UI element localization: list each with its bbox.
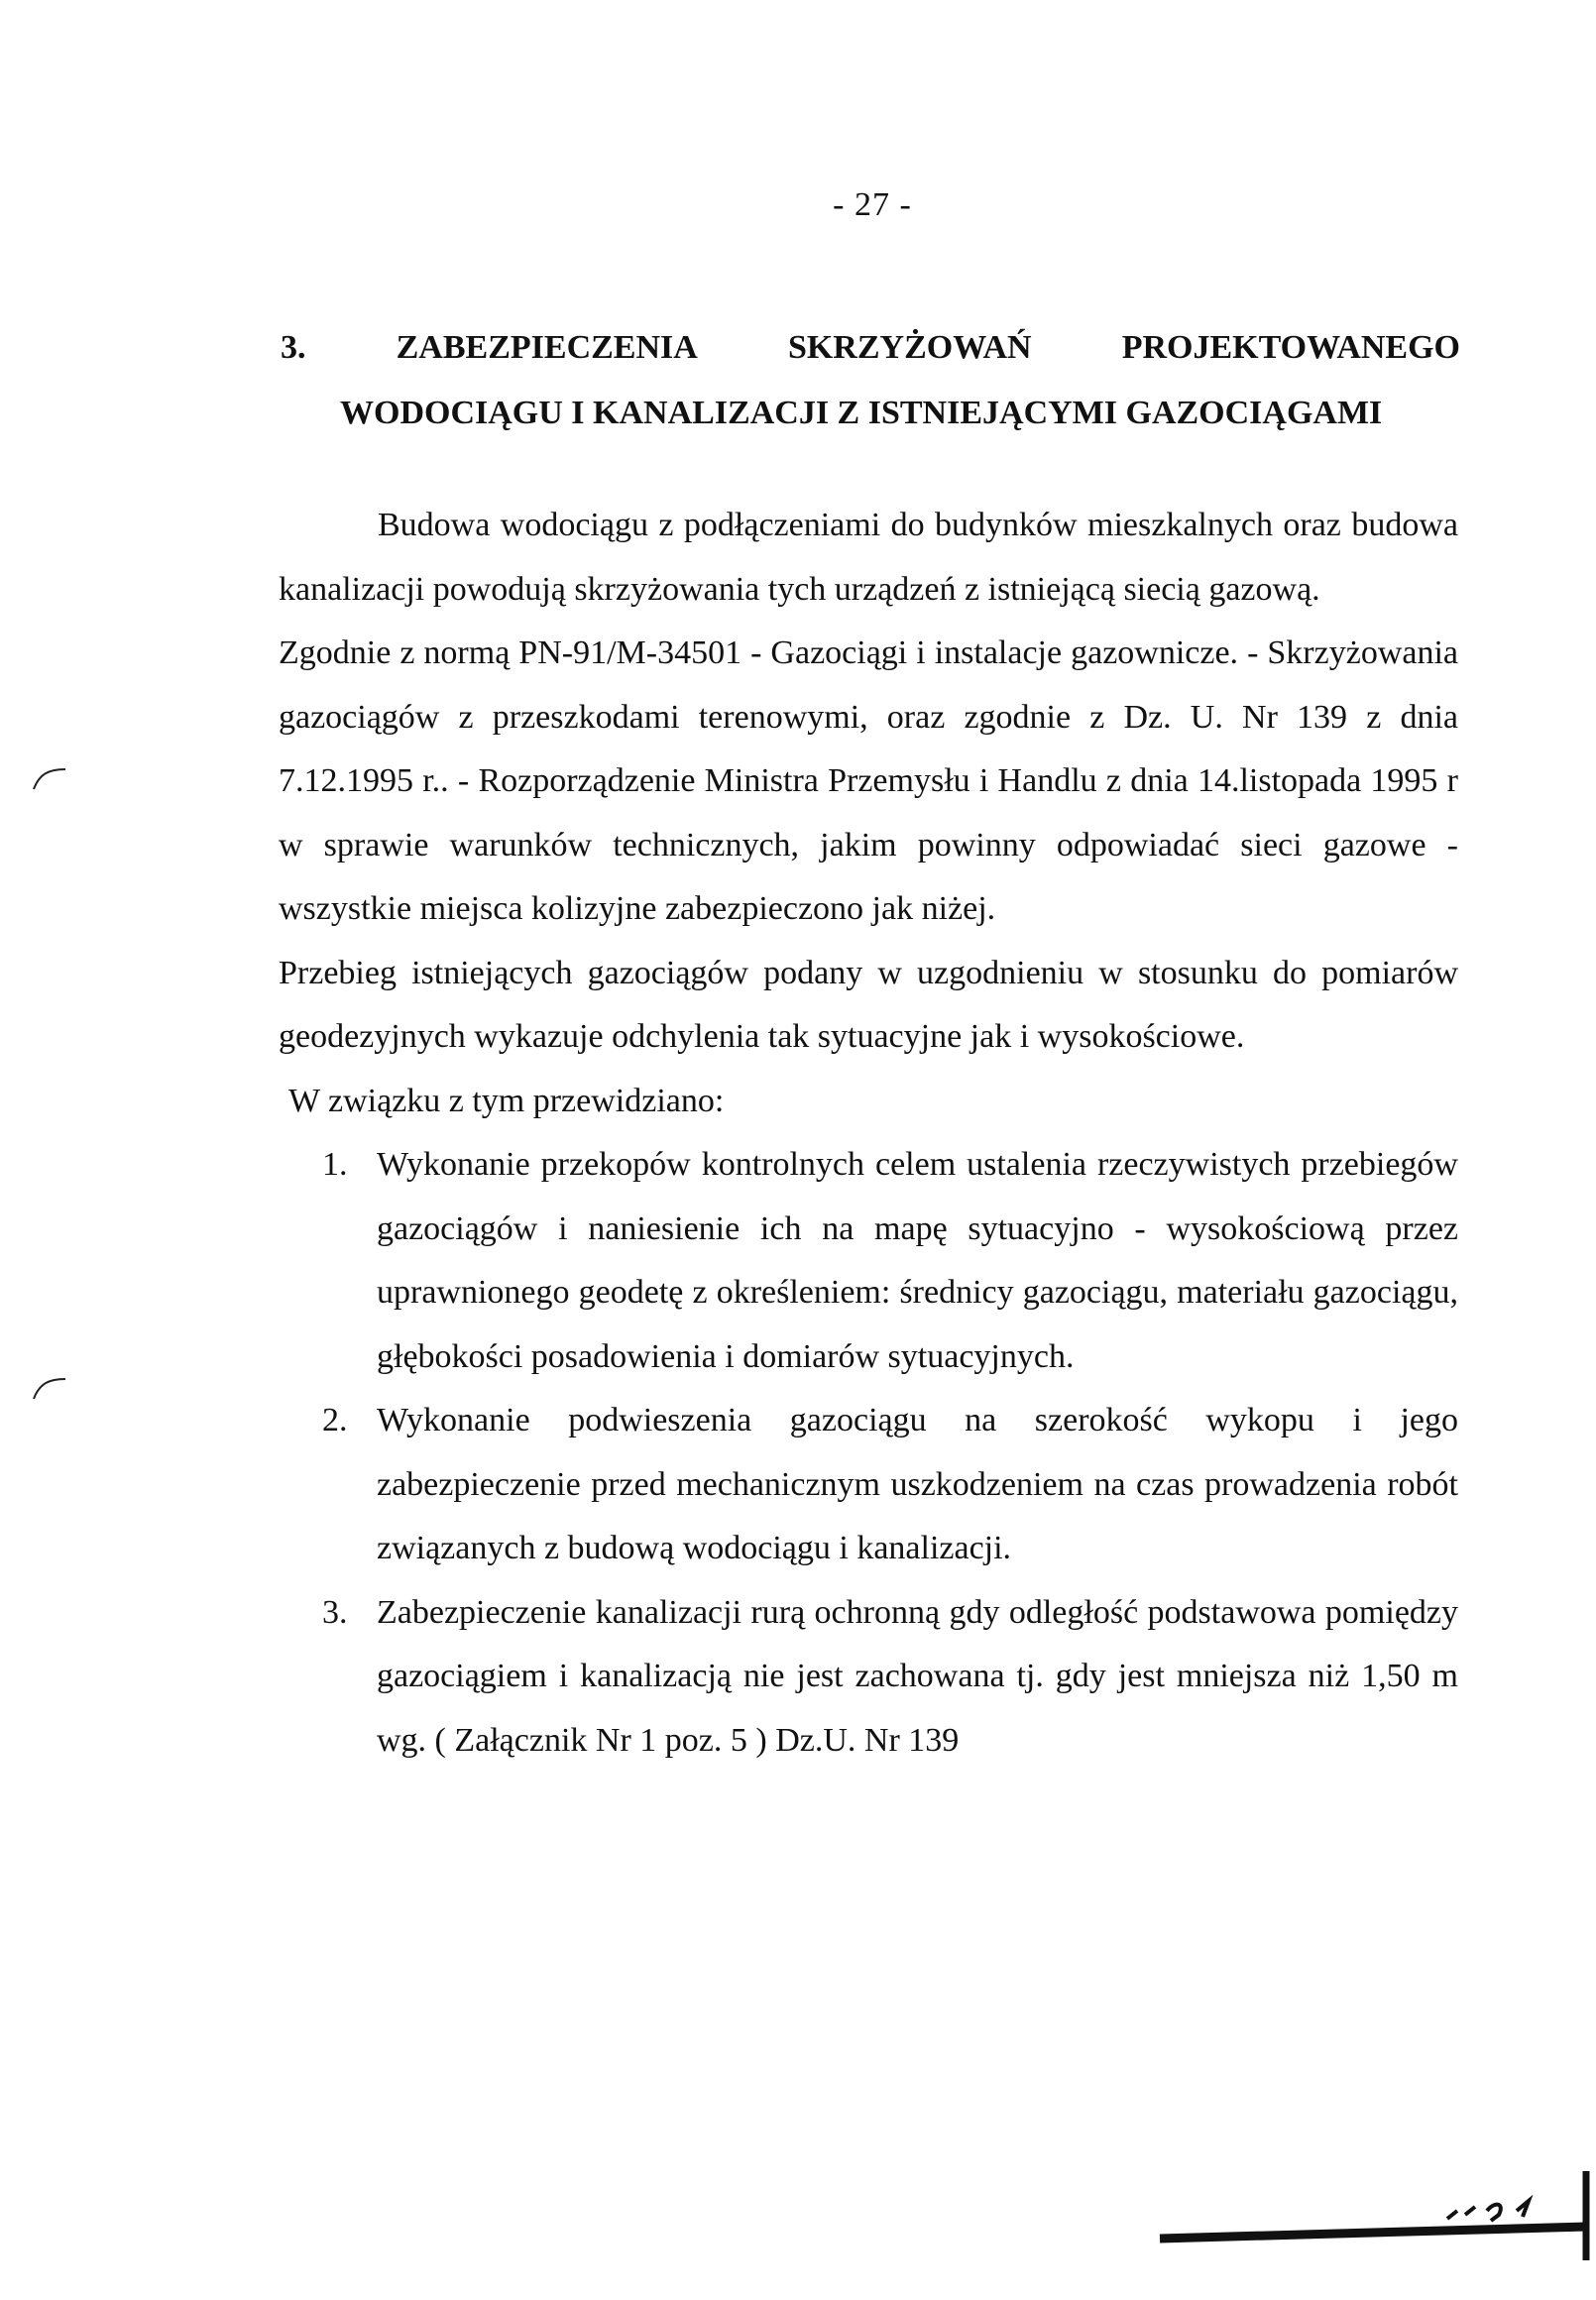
section-heading-word-2: SKRZYŻOWAŃ	[787, 329, 1032, 366]
list-item-text: Wykonanie podwieszenia gazociągu na szerokość wykopu i jego zabezpieczenie przed mechanicznym uszkodzeniem na czas prowadzenia robót związanych z budową wodociągu i kanalizacji.	[377, 1402, 1458, 1566]
section-heading-line-2: WODOCIĄGU I KANALIZACJI Z ISTNIEJĄCYMI GAZOCIĄGAMI	[340, 395, 1383, 431]
paragraph-intro: Budowa wodociągu z podłączeniami do budynków mieszkalnych oraz budowa kanalizacji powodują skrzyżowania tych urządzeń z istniejącą siecią gazową.	[279, 507, 1458, 608]
list-item-number: 3.	[322, 1593, 348, 1631]
page-number: - 27 -	[833, 186, 912, 223]
section-heading-word-1: ZABEZPIECZENIA	[396, 329, 698, 366]
handwritten-signature-mark-icon	[1150, 2141, 1596, 2300]
paragraph-norms: Zgodnie z normą PN-91/M-34501 - Gazociągi i instalacje gazownicze. - Skrzyżowania gazociągów z przeszkodami terenowymi, oraz zgodnie z Dz. U. Nr 139 z dnia 7.12.1995 r.. - Rozporządzenie Ministra Przemysłu i Handlu z dnia 14.listopada 1995 r w sprawie warunków technicznych, jakim powinny odpowiadać sieci gazowe - wszystkie miejsca kolizyjne zabezpieczono jak niżej.	[279, 634, 1458, 927]
margin-pencil-mark-icon	[30, 763, 69, 793]
list-item-text: Zabezpieczenie kanalizacji rurą ochronną gdy odległość podstawowa pomiędzy gazociągiem i kanalizacją nie jest zachowana tj. gdy jest mniejsza niż 1,50 m wg. ( Załącznik Nr 1 poz. 5 ) Dz.U. Nr 139	[377, 1593, 1458, 1759]
section-heading-word-3: PROJEKTOWANEGO	[1121, 329, 1460, 366]
list-lead-in: W związku z tym przewidziano:	[288, 1082, 725, 1119]
list-item	[279, 1133, 1458, 1389]
list-item-number: 2.	[322, 1402, 348, 1438]
body-text	[279, 494, 1458, 1773]
measures-list	[279, 1133, 1458, 1773]
list-item-text: Wykonanie przekopów kontrolnych celem ustalenia rzeczywistych przebiegów gazociągów i naniesienie ich na mapę sytuacyjno - wysokościową przez uprawnionego geodetę z określeniem: średnicy gazociągu, materiału gazociągu, głębokości posadowienia i domiarów sytuacyjnych.	[377, 1146, 1458, 1375]
list-item-number: 1.	[322, 1146, 348, 1183]
section-heading	[281, 315, 1460, 446]
section-number: 3.	[281, 329, 306, 366]
paragraph-deviations: Przebieg istniejących gazociągów podany w uzgodnieniu w stosunku do pomiarów geodezyjnych wykazuje odchylenia tak sytuacyjne jak i wysokościowe.	[279, 954, 1458, 1055]
margin-pencil-mark-icon	[30, 1373, 69, 1403]
section-heading-line-1	[281, 315, 1460, 381]
list-item	[279, 1389, 1458, 1581]
list-item	[279, 1581, 1458, 1774]
